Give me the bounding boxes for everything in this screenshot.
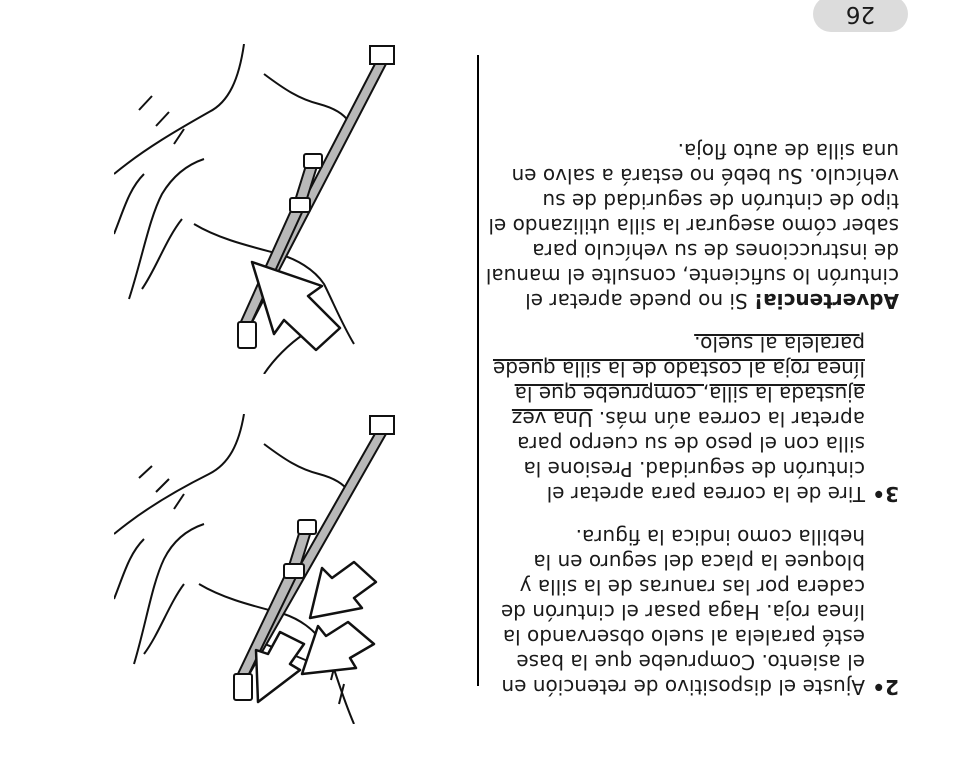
column-divider <box>477 55 479 686</box>
page-number: 26 <box>813 0 908 32</box>
warning-text: Si no puede apretar el cinturón lo suficiente, consulte el manual de instrucciones de su vehículo para saber cómo asegurar la silla utilizando el tipo de cinturón de seguridad de su vehículo. Su bebé no estará a salvo en una silla de auto floja. <box>485 139 899 313</box>
buckle <box>238 322 256 348</box>
buckle <box>234 674 252 700</box>
warning-lead: Advertencia! <box>754 289 899 313</box>
belt-clip-icon <box>304 154 322 168</box>
step-2 <box>479 524 899 699</box>
belt-anchor <box>370 416 394 434</box>
step-text: Tire de la correa para apretar el cinturón de seguridad. Presione la silla con el peso de su cuerpo para apretar la correa aún más. <box>517 407 865 506</box>
step-number: 3• <box>872 482 899 506</box>
step-number: 2• <box>872 675 899 699</box>
instructions-column <box>479 138 899 699</box>
step-text-underlined: Una vez ajustada la silla, compruebe que la línea roja al costado de la silla quede paralela al suelo. <box>492 332 865 431</box>
arrow-up-icon <box>310 562 376 618</box>
arrow-down-icon <box>252 262 340 350</box>
step-text: Ajuste el dispositivo de retención en el asiento. Compruebe que la base esté paralela al suelo observando la línea roja. Haga pasar el cinturón de cadera por las ranuras de la silla y bloquee la placa del seguro en la hebilla como indica la figura. <box>500 525 865 699</box>
belt-clip-icon <box>298 520 316 534</box>
step-3 <box>479 331 899 506</box>
figure-belt-tightening <box>114 44 414 374</box>
figure-belt-threading <box>114 414 414 724</box>
belt-clip-icon <box>290 198 310 212</box>
belt-clip-icon <box>284 564 304 578</box>
warning-block <box>479 138 899 313</box>
belt-anchor <box>370 46 394 64</box>
